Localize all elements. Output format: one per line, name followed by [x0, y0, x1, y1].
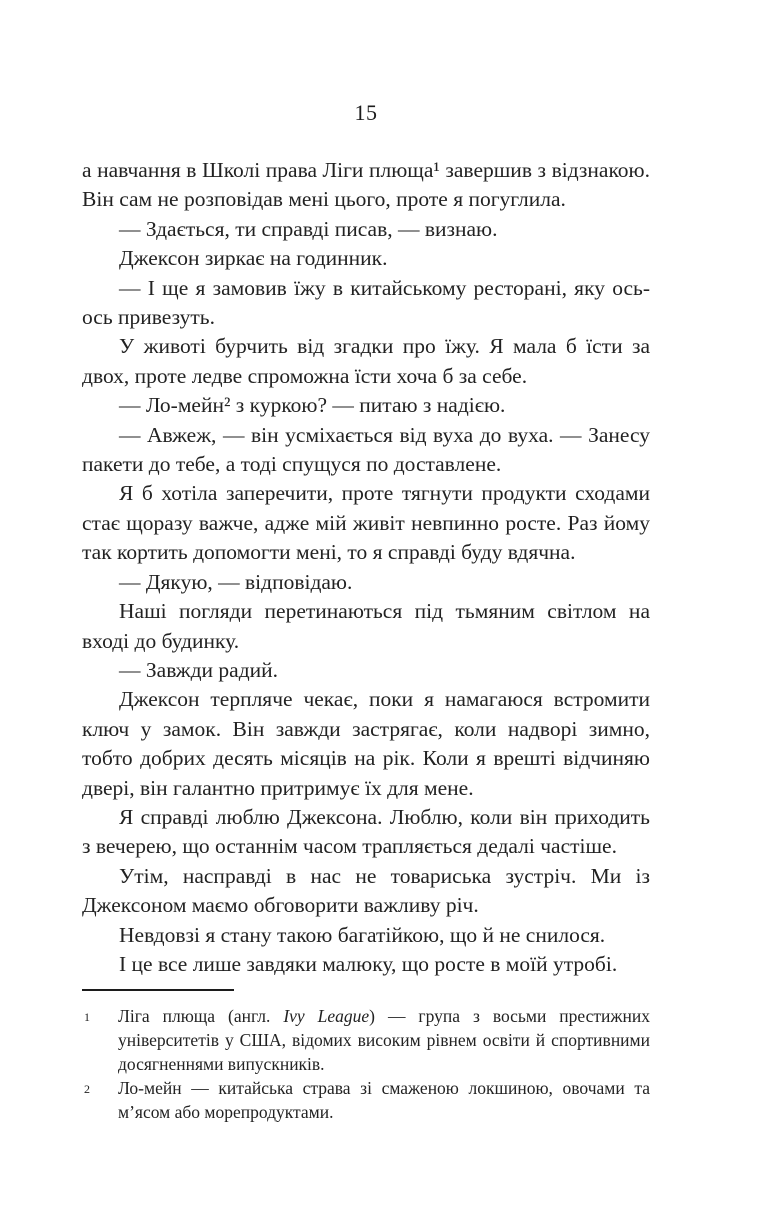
footnote-italic-term: Ivy League [283, 1006, 370, 1027]
footnote-text-1 [118, 1005, 650, 1076]
page-number: 15 [354, 100, 378, 125]
paragraph-dialogue: — Ло-мейн² з куркою? — питаю з надією. [119, 393, 506, 418]
paragraph-dialogue: — Здається, ти справді писав, — визнаю. [119, 216, 498, 241]
paragraph: Утім, насправді в нас не товариська зустріч. Ми із Джексоном маємо обговорити важливу річ. [82, 863, 650, 918]
paragraph: а навчання в Школі права Ліги плюща¹ завершив з відзнакою. Він сам не розповідав мені цього, проте я погуглила. [82, 158, 650, 212]
footnote-text-segment: ) — група з восьми престижних університетів у США, відомих високим рівнем освіти й спортивними досягненнями випускників. [118, 1006, 650, 1074]
footnote-text-segment: Ло-мейн — китайська страва зі смаженою локшиною, овочами та м’ясом або морепродуктами. [118, 1077, 650, 1122]
page-content [82, 156, 650, 1124]
footnote-marker-2: 2 [84, 1081, 90, 1096]
paragraph: Невдовзі я стану такою багатійкою, що й не снилося. [119, 922, 606, 947]
paragraph: Я б хотіла заперечити, проте тягнути продукти сходами стає щоразу важче, адже мій живіт невпинно росте. Раз йому так кортить допомогти мені, то я справді буду вдячна. [82, 481, 650, 565]
paragraph-dialogue: — Дякую, — відповідаю. [119, 569, 353, 594]
footnote-text-segment: Ліга плюща (англ. [118, 1006, 284, 1027]
footnote-text-2 [118, 1077, 650, 1125]
footnote-2 [82, 1077, 650, 1125]
paragraph-dialogue: — І ще я замовив їжу в китайському ресторані, яку ось-ось привезуть. [82, 275, 650, 330]
paragraph-dialogue: — Завжди радий. [119, 657, 279, 682]
paragraph: Наші погляди перетинаються під тьмяним світлом на вході до будинку. [82, 599, 650, 653]
paragraph-dialogue: — Авжеж, — він усміхається від вуха до вуха. — Занесу пакети до тебе, а тоді спущуся по доставлене. [82, 422, 650, 477]
body-text [82, 156, 650, 979]
paragraph: Джексон зиркає на годинник. [119, 246, 388, 271]
footnotes-section [82, 989, 650, 1124]
paragraph: У животі бурчить від згадки про їжу. Я мала б їсти за двох, проте ледве спроможна їсти хоча б за себе. [82, 334, 650, 388]
paragraph: Я справді люблю Джексона. Люблю, коли він приходить з вечерею, що останнім часом трапляється дедалі частіше. [82, 804, 650, 859]
footnote-marker-1: 1 [84, 1010, 90, 1025]
paragraph: І це все лише завдяки малюку, що росте в моїй утробі. [119, 951, 618, 976]
footnote-separator [82, 989, 234, 991]
footnote-1 [82, 1005, 650, 1076]
paragraph: Джексон терпляче чекає, поки я намагаюся встромити ключ у замок. Він завжди застрягає, коли надворі зимно, тобто добрих десять місяців на рік. Коли я врешті відчиняю двері, він галантно притримує їх для мене. [82, 687, 650, 800]
